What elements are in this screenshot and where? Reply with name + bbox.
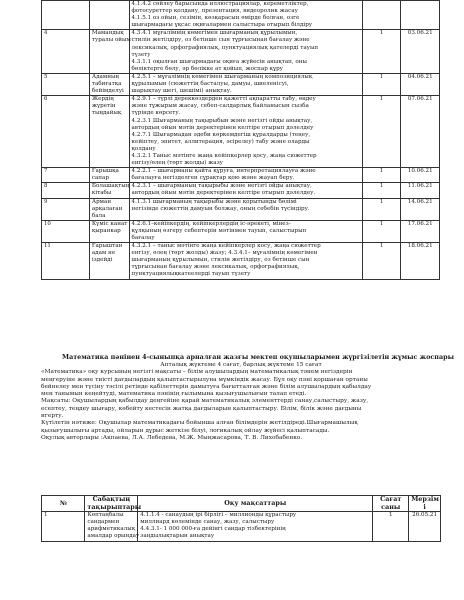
- topic-line: сандармен: [87, 519, 120, 526]
- row-date: 18.06.21: [401, 243, 440, 279]
- goal-line: шығармадағы ұқсас оқиғалармен салыстыра отырып білдіру: [131, 22, 313, 29]
- topic-line: Көптаңбалы: [87, 512, 124, 519]
- description-line: меңгеруіне және тиісті дағдылардың қалыптастырылуна мүмкіндік жасау. Бұл оқу пәні қоршаған ортаны: [41, 376, 368, 383]
- goal-line: 4.2.7.1 Шығармадан әдеби көркемдегіш құралдарды (теңеу,: [131, 131, 311, 138]
- goal-line: 4.1.4.2 сөйлеу барысында иллюстрациялар, кереметліктер,: [131, 1, 309, 7]
- header-hours: [373, 496, 409, 512]
- row-topic: [85, 512, 138, 541]
- row-number: 9: [42, 198, 90, 220]
- goal-line: енгізу/өлең (төрт жолды) жазу: [131, 160, 223, 167]
- row-topic: [89, 198, 129, 220]
- header-number: №: [42, 496, 85, 512]
- goal-line: стилін жетілдіру, оз бетінше сын тұрғысынан бағалау және: [131, 37, 310, 44]
- row-hours: 1: [362, 168, 401, 183]
- goal-line: игерту.: [41, 413, 64, 420]
- row-number: 6: [42, 96, 90, 168]
- topic-line: адам не: [91, 250, 116, 257]
- row-number: 4: [42, 30, 90, 74]
- topic-line: жүретін: [91, 103, 116, 110]
- row-topic: [89, 73, 129, 95]
- goal-line: қолдану: [131, 145, 156, 152]
- goal-line: шығарманың құрылымын, стилін жетілдіру, оз бетінше сын: [131, 257, 310, 264]
- goal-line: 4.2.3.1 Шығарманың тақырыбын және негізгі ойды анықтау,: [131, 117, 313, 124]
- topic-line: іздейді: [91, 257, 113, 264]
- topic-line: тыңдайық: [91, 110, 122, 117]
- goal-line: фотосуреттер қолдану, презентация, видеоролик жасау: [131, 8, 298, 15]
- table-row: [42, 243, 440, 279]
- row-hours: 1: [362, 96, 401, 168]
- topic-line: Арман: [91, 198, 112, 205]
- row-topic: [89, 183, 129, 198]
- goal-line: Мақсаты: Оқушылардың қабылдау деңгейіне қарай математикалық элементтерді санау,салыстыру, жазу,: [41, 398, 369, 405]
- topic-line: бейімделуі: [91, 88, 124, 95]
- goal-line: негізінде сюжеттің дамуын болжау, оның себебін түсіндіру.: [131, 205, 310, 212]
- math-plan-table: [41, 495, 441, 542]
- topic-line: Адамның: [91, 73, 119, 80]
- row-date: 26.05.21: [409, 512, 441, 541]
- expected-result-line: Күтілетін нәтиже: Оқушылар математикадағы бойынша алған білімдерін жетілдіреді.Шығармашылық: [41, 420, 358, 427]
- row-hours: 1: [362, 198, 401, 220]
- goal-line: 4.1.1.4 - санаудың ірі бірлігі – миллионды құрастыру: [140, 512, 297, 519]
- header-topic-line: Сабақтың: [92, 495, 131, 503]
- row-topic: [89, 243, 129, 279]
- row-number: 11: [42, 243, 90, 279]
- row-date: 14.06.21: [401, 198, 440, 220]
- description-line: бейнелеу мен түсіну тәсілі ретінде қабілеттерін дамытуға бағытталған және білім алушылардың қабылдау: [41, 383, 372, 390]
- goal-line: миллиард көлемінде санау, жазу, салыстыру: [140, 519, 275, 526]
- goal-line: және тұжырым жасау, себеп-салдарлық байланысын сызба: [131, 103, 309, 110]
- row-date: 07.06.21: [401, 96, 440, 168]
- row-date: 17.06.21: [401, 220, 440, 242]
- row-date: 04.06.21: [401, 73, 440, 95]
- topic-line: бала: [91, 212, 106, 219]
- topic-line: арқалаған: [91, 205, 123, 212]
- topic-line: табиғатқа: [91, 81, 122, 88]
- row-topic: [89, 1, 129, 30]
- row-hours: 1: [362, 73, 401, 95]
- header-date-line: і: [423, 502, 426, 511]
- topic-line: қыранкар: [91, 227, 121, 234]
- description-line: мен танымын кеңейтуді, математика пәнінің ғылымына қызығушылығын талап етеді.: [41, 391, 307, 398]
- topic-line: Мамандық: [91, 30, 124, 37]
- goal-line: 4.3.2.1 – таныс мәтінге жаңа кейіпкерлер косу, жаңа сюжеттер: [131, 243, 321, 250]
- goal-line: бағалау: [131, 235, 155, 241]
- header-date: [409, 496, 441, 512]
- goal-line: лексикалық, орфографиялық, пунктуациялық қателерді тауып: [131, 44, 319, 51]
- goal-line: түрінде көрсету.: [131, 110, 181, 117]
- textbook-authors-line: Оқулық авторлары :Акпаева, Л.А. Лебедева, М.Ж. Мыңжасарова, Т. В. Лихобабенко.: [41, 434, 303, 441]
- table-row: [42, 183, 440, 198]
- table-header-row: [42, 496, 441, 512]
- row-topic: [89, 30, 129, 74]
- goal-line: 4.3.1.1 оқылған шығармадағы оқиға жүйесін анықтап, оны: [131, 58, 307, 65]
- topic-line: кітабы: [91, 190, 112, 197]
- table-row: [42, 73, 440, 95]
- goal-line: 4.3.2.1 Таныс мәтінге жаңа кейіпкерлер қосу, жаңа сюжеттер: [131, 152, 317, 159]
- row-number: 7: [42, 168, 90, 183]
- row-number: [42, 1, 90, 30]
- goal-line: 4.3.4.1 мұғалімнің көмегімен шығарманың құрылымын,: [131, 30, 298, 37]
- topic-line: туралы ойым: [91, 37, 131, 44]
- goal-line: 4.1.3.1 шығарманың тақырыбы және қорытынды бөлімі: [131, 198, 297, 205]
- topic-line: сапар: [91, 175, 109, 182]
- row-goals: [129, 220, 362, 242]
- row-goals: [129, 168, 362, 183]
- weekly-load-line: Апталық жүктеме 4 сағат, барлық жүктеме 15 сағат: [160, 362, 322, 368]
- row-hours: 1: [362, 183, 401, 198]
- topic-line: Ғарыштан: [91, 243, 123, 250]
- topic-line: Жердің: [91, 96, 114, 103]
- topic-line: Күміс канат: [91, 220, 128, 227]
- header-goals: Оқу мақсаттары: [138, 496, 373, 512]
- row-goals: [129, 73, 362, 95]
- table-row: [42, 168, 440, 183]
- goal-line: енгізу, өлең (төрт жолды) жазу; 4.3.4.1– мұғалімнің көмегімен: [131, 250, 318, 257]
- goal-line: 4.2.6.1–кейіпкердің, кейіпкерлердің іс-әрекеті, мінез-: [131, 220, 291, 227]
- header-topic: [85, 495, 142, 512]
- row-date: 11.06.21: [401, 183, 440, 198]
- goal-line: бөліктерге бөлу, әр бөлікке ат қойып, жоспар құру: [131, 65, 283, 72]
- summer-reading-plan-table: [41, 0, 440, 280]
- goal-line: бағалауға негізделген сұрақтар қою және жауап беру.: [131, 175, 295, 182]
- goal-line: құрылымын (сюжеттің басталуы, дамуы, шиеленісуі,: [131, 81, 289, 88]
- row-goals: [129, 198, 362, 220]
- plan-description: [41, 362, 441, 442]
- row-hours: [362, 1, 401, 30]
- row-goals: [129, 243, 362, 279]
- table-row: [42, 96, 440, 168]
- goal-line: шарықтау шегі, шешімі) анықтау.: [131, 88, 232, 95]
- row-goals: [129, 1, 362, 30]
- row-goals: [129, 183, 362, 198]
- row-number: 8: [42, 183, 90, 198]
- goal-line: заңдылықтарын анықтау: [140, 533, 215, 540]
- description-line: «Математика» оқу курсының негізгі мақсаты – білім алушылардың математикалық тәнем негіздерін: [41, 369, 353, 376]
- goal-line: кейіптеу, эпитет, аллитерация, әсірелеу) табу және оларды: [131, 138, 310, 145]
- row-number: 10: [42, 220, 90, 242]
- goal-line: 4.2.3.1 – шығарманың тақырыбы және негізгі ойды анықтау,: [131, 183, 312, 190]
- goal-line: автордың ойын мәтін деректерінен келтіре отырып дәлелдеу: [131, 124, 314, 131]
- row-topic: [89, 168, 129, 183]
- header-date-line: Мерзім: [411, 495, 439, 503]
- table-row: [42, 30, 440, 74]
- plan-title: Математика пәнінен 4-сыныпқа арналған жазғы мектеп оқушыларымен жүргізілетін жұмыс жоспары: [62, 353, 454, 361]
- goal-line: 4.1.5.1 оз ойын, сезімін, көзқарасын өмірде болған, озге: [131, 15, 300, 22]
- header-hours-line: саны: [381, 502, 401, 511]
- row-date: [401, 1, 440, 30]
- topic-line: амалдар орындау: [87, 533, 140, 540]
- row-hours: 1: [362, 243, 401, 279]
- table-row: [42, 1, 440, 30]
- topic-line: Ғарышқа: [91, 168, 119, 175]
- table-row: [42, 198, 440, 220]
- goal-line: автордың ойын мәтін деректерінен келтіре отырып дәлелдеу.: [131, 190, 316, 197]
- row-topic: [89, 96, 129, 168]
- goal-line: 4.2.9.1 – түрлі дереккөздерден қажетті ақпаратты табу, өңдеу: [131, 96, 316, 103]
- row-hours: 1: [362, 220, 401, 242]
- header-topic-line: тақырыптары: [87, 502, 142, 511]
- topic-line: Болашақтың: [91, 183, 130, 190]
- row-hours: 1: [373, 512, 409, 541]
- goal-line: есептеу, теңдеу шығару, көбейту кестесін жатқа дағдыларын қалыптастыру. Білім, білік және дағдыны: [41, 405, 362, 412]
- goal-line: 4.2.2.1 – шығарманы қайта құруға, интерпретациялауға және: [131, 168, 316, 175]
- row-number: 5: [42, 73, 90, 95]
- row-date: 03.06.21: [401, 30, 440, 74]
- header-hours-line: Сағат: [380, 495, 402, 503]
- goal-line: тұрғысынан бағалау және лексикалық, орфографиялық,: [131, 264, 300, 271]
- row-goals: [138, 512, 373, 541]
- row-topic: [89, 220, 129, 242]
- goal-line: 4.2.5.1 – мұғалімнің көмегімен шығарманың композициялық: [131, 73, 313, 80]
- row-hours: 1: [362, 30, 401, 74]
- row-date: 10.06.21: [401, 168, 440, 183]
- expected-result-line: қызығушылығы артады, ойларын дұрыс жеткізе білуі, логикалық ойлау жүйесі қалыптасады.: [41, 427, 330, 434]
- goal-line: пунктуациялықкатеелерді тауып түзету: [131, 271, 251, 278]
- row-number: 1: [42, 512, 85, 541]
- row-goals: [129, 30, 362, 74]
- table-row: [42, 512, 441, 541]
- topic-line: арифметикалық: [87, 526, 136, 533]
- goal-line: құлқының өзгеру себептерін мәтінмен тауып, салыстырып: [131, 227, 307, 234]
- goal-line: 4.4.3.1- 1 000 000-ға дейінгі сандар тізбектерінің: [140, 526, 286, 533]
- table-row: [42, 220, 440, 242]
- row-goals: [129, 96, 362, 168]
- goal-line: түзету: [131, 51, 151, 58]
